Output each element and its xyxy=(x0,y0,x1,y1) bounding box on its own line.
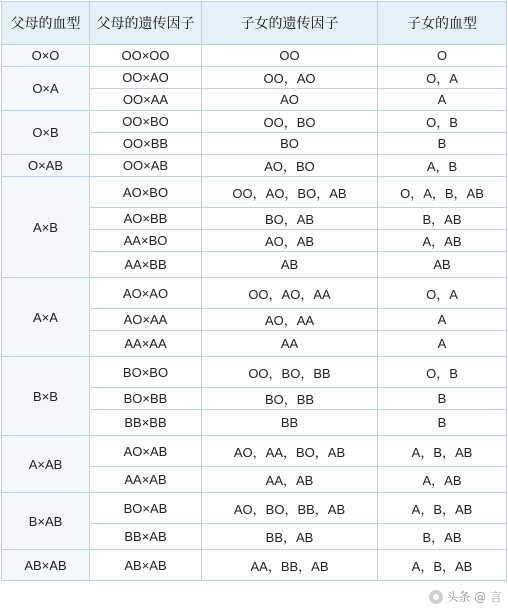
parent-blood-type-cell: O×A xyxy=(2,67,90,111)
child-genes-cell: AO，BO xyxy=(202,155,378,177)
table-row xyxy=(2,493,507,524)
parent-blood-type-cell: A×A xyxy=(2,278,90,357)
child-genes-cell: AA xyxy=(202,331,378,357)
table-row xyxy=(2,67,507,89)
child-genes-cell: AO，AA，BO，AB xyxy=(202,436,378,467)
child-genes-cell: AO xyxy=(202,89,378,111)
parent-blood-type-cell: A×B xyxy=(2,177,90,278)
parent-genes-cell: AO×BB xyxy=(90,208,202,230)
child-blood-type-cell: B xyxy=(378,133,507,155)
parent-genes-cell: BO×AB xyxy=(90,493,202,524)
child-genes-cell: AA，BB，AB xyxy=(202,550,378,581)
parent-genes-cell: AB×AB xyxy=(90,550,202,581)
child-blood-type-cell: A，B，AB xyxy=(378,550,507,581)
child-blood-type-cell: AB xyxy=(378,252,507,278)
parent-blood-type-cell: AB×AB xyxy=(2,550,90,581)
child-blood-type-cell: B，AB xyxy=(378,208,507,230)
child-blood-type-cell: O xyxy=(378,45,507,67)
child-genes-cell: OO，AO xyxy=(202,67,378,89)
table-row xyxy=(2,111,507,133)
parent-genes-cell: OO×AA xyxy=(90,89,202,111)
child-blood-type-cell: A，AB xyxy=(378,467,507,493)
table-row xyxy=(2,278,507,309)
parent-genes-cell: AA×BB xyxy=(90,252,202,278)
child-blood-type-cell: A，B xyxy=(378,155,507,177)
parent-genes-cell: BO×BO xyxy=(90,357,202,388)
parent-blood-type-cell: A×AB xyxy=(2,436,90,493)
parent-blood-type-cell: O×O xyxy=(2,45,90,67)
child-blood-type-cell: O，B xyxy=(378,357,507,388)
child-genes-cell: AA，AB xyxy=(202,467,378,493)
header-parent-blood-type: 父母的血型 xyxy=(2,2,90,45)
parent-blood-type-cell: O×AB xyxy=(2,155,90,177)
table-row xyxy=(2,357,507,388)
parent-genes-cell: AO×BO xyxy=(90,177,202,208)
child-blood-type-cell: O，A xyxy=(378,278,507,309)
child-genes-cell: OO，BO xyxy=(202,111,378,133)
child-genes-cell: AB xyxy=(202,252,378,278)
child-genes-cell: BO，AB xyxy=(202,208,378,230)
parent-genes-cell: OO×AO xyxy=(90,67,202,89)
parent-genes-cell: AA×AB xyxy=(90,467,202,493)
child-blood-type-cell: B xyxy=(378,410,507,436)
parent-genes-cell: AA×BO xyxy=(90,230,202,252)
table-row xyxy=(2,155,507,177)
parent-genes-cell: OO×BB xyxy=(90,133,202,155)
table-row xyxy=(2,45,507,67)
child-genes-cell: AO，BO，BB，AB xyxy=(202,493,378,524)
child-genes-cell: AO，AA xyxy=(202,309,378,331)
child-blood-type-cell: B xyxy=(378,388,507,410)
parent-genes-cell: BO×BB xyxy=(90,388,202,410)
table-row xyxy=(2,550,507,581)
parent-genes-cell: AO×AO xyxy=(90,278,202,309)
watermark-text: 头条 @ 言 xyxy=(446,590,502,604)
table-row xyxy=(2,436,507,467)
child-genes-cell: BB，AB xyxy=(202,524,378,550)
parent-genes-cell: OO×OO xyxy=(90,45,202,67)
header-parent-genes: 父母的遗传因子 xyxy=(90,2,202,45)
parent-genes-cell: BB×BB xyxy=(90,410,202,436)
child-blood-type-cell: O，A，B，AB xyxy=(378,177,507,208)
parent-blood-type-cell: O×B xyxy=(2,111,90,155)
parent-genes-cell: AO×AB xyxy=(90,436,202,467)
child-genes-cell: AO，AB xyxy=(202,230,378,252)
header-child-blood-type: 子女的血型 xyxy=(378,2,507,45)
child-blood-type-cell: A，B，AB xyxy=(378,436,507,467)
child-blood-type-cell: O，B xyxy=(378,111,507,133)
header-child-genes: 子女的遗传因子 xyxy=(202,2,378,45)
child-blood-type-cell: A xyxy=(378,89,507,111)
child-genes-cell: OO，BO，BB xyxy=(202,357,378,388)
watermark xyxy=(429,588,502,605)
child-genes-cell: BO，BB xyxy=(202,388,378,410)
child-genes-cell: OO，AO，BO，AB xyxy=(202,177,378,208)
blood-type-table xyxy=(1,1,507,581)
parent-genes-cell: BB×AB xyxy=(90,524,202,550)
toutiao-logo-icon xyxy=(429,590,443,604)
child-genes-cell: OO xyxy=(202,45,378,67)
parent-blood-type-cell: B×B xyxy=(2,357,90,436)
parent-genes-cell: AO×AA xyxy=(90,309,202,331)
parent-genes-cell: AA×AA xyxy=(90,331,202,357)
child-blood-type-cell: A，B，AB xyxy=(378,493,507,524)
child-blood-type-cell: A，AB xyxy=(378,230,507,252)
child-genes-cell: OO，AO，AA xyxy=(202,278,378,309)
child-blood-type-cell: B，AB xyxy=(378,524,507,550)
child-blood-type-cell: A xyxy=(378,309,507,331)
child-genes-cell: BO xyxy=(202,133,378,155)
table-row xyxy=(2,177,507,208)
child-blood-type-cell: O，A xyxy=(378,67,507,89)
parent-blood-type-cell: B×AB xyxy=(2,493,90,550)
parent-genes-cell: OO×BO xyxy=(90,111,202,133)
child-blood-type-cell: A xyxy=(378,331,507,357)
child-genes-cell: BB xyxy=(202,410,378,436)
parent-genes-cell: OO×AB xyxy=(90,155,202,177)
header-row xyxy=(2,2,507,45)
